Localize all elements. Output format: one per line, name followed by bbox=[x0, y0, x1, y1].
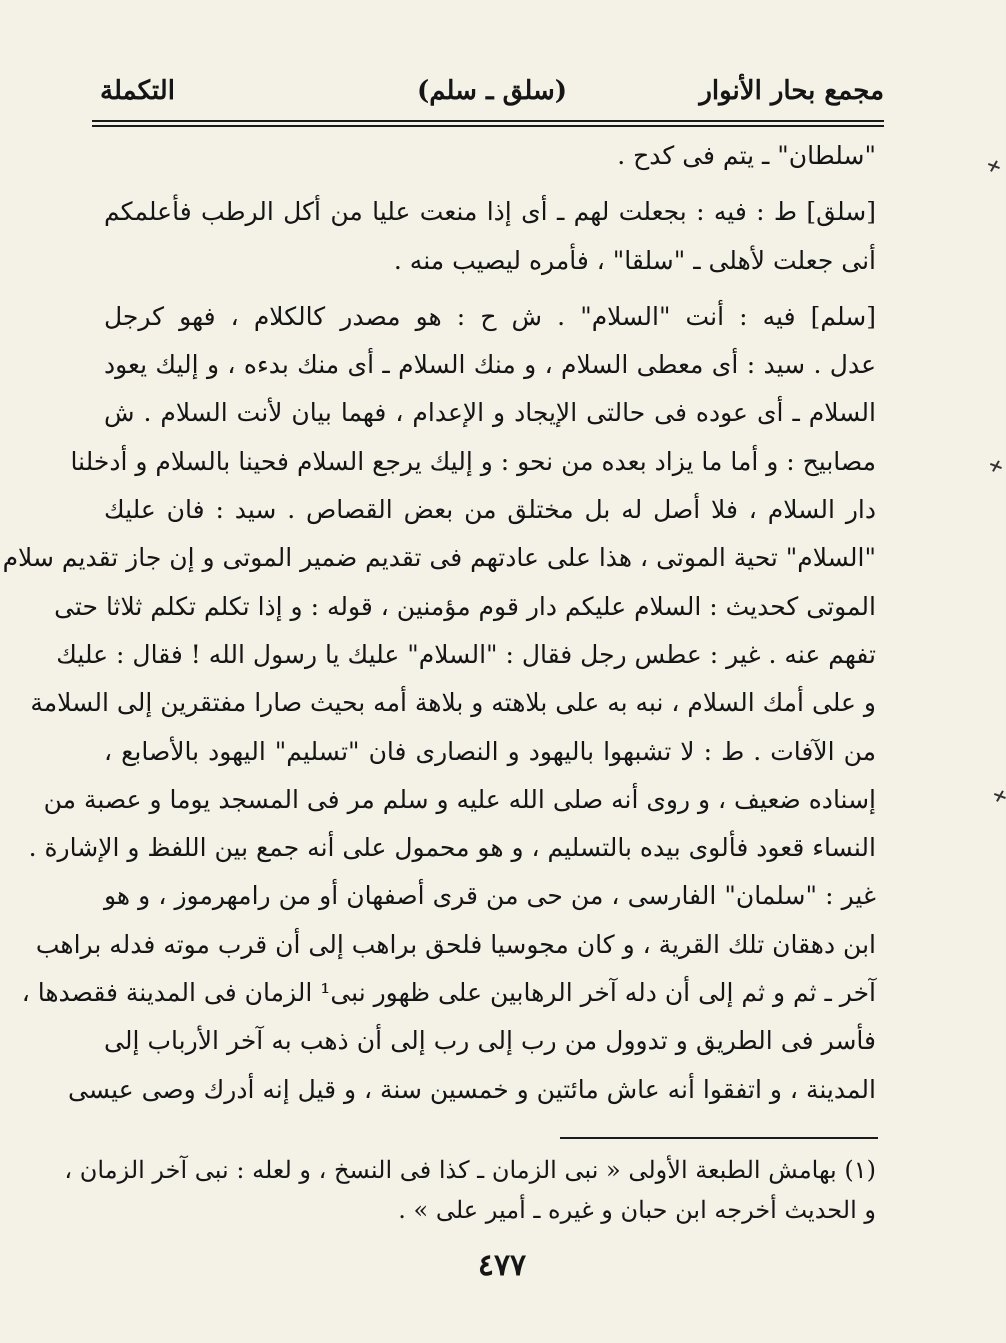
text-line: آخر ـ ثم و ثم إلى أن دله آخر الرهابين على ظهور نبى¹ الزمان فى المدينة فقصدها ، bbox=[21, 978, 876, 1008]
header-book-title: مجمع بحار الأنوار bbox=[699, 76, 884, 106]
text-line: المدينة ، و اتفقوا أنه عاش مائتين و خمسين سنة ، و قيل إنه أدرك وصى عيسى bbox=[68, 1074, 876, 1104]
margin-mark bbox=[994, 790, 1006, 802]
header-rule-bottom bbox=[92, 125, 884, 127]
margin-mark bbox=[988, 160, 1000, 172]
text-line: دار السلام ، فلا أصل له بل مختلق من بعض القصاص . سيد : فان عليك bbox=[104, 495, 876, 525]
footnote-line: (١) بهامش الطبعة الأولى « نبى الزمان ـ كذا فى النسخ ، و لعله : نبى آخر الزمان ، bbox=[64, 1156, 876, 1184]
text-line: عدل . سيد : أى معطى السلام ، و منك السلام ـ أى منك بدءه ، و إليك يعود bbox=[104, 350, 876, 380]
text-line: "سلطان" ـ يتم فى كدح . bbox=[617, 141, 876, 170]
text-line: [سلم] فيه : أنت "السلام" . ش ح : هو مصدر كالكلام ، فهو كرجل bbox=[104, 301, 876, 331]
header-section-title: التكملة bbox=[100, 76, 175, 106]
text-line: "السلام" تحية الموتى ، هذا على عادتهم فى تقديم ضمير الموتى و إن جاز تقديم سلام bbox=[2, 543, 876, 573]
text-line: ابن دهقان تلك القرية ، و كان مجوسيا فلحق براهب إلى أن قرب موته فدله براهب bbox=[35, 929, 876, 959]
text-line: [سلق] ط : فيه : بجعلت لهم ـ أى إذا منعت عليا من أكل الرطب فأعلمكم bbox=[104, 197, 876, 227]
running-header bbox=[100, 70, 884, 114]
text-line: أنى جعلت لأهلى ـ "سلقا" ، فأمره ليصيب منه . bbox=[393, 245, 876, 275]
text-line: الموتى كحديث : السلام عليكم دار قوم مؤمنين ، قوله : و إذا تكلم تكلم ثلاثا حتى bbox=[54, 591, 876, 621]
text-line: مصابيح : و أما ما يزاد بعده من نحو : و إليك يرجع السلام فحينا بالسلام و أدخلنا bbox=[70, 446, 876, 476]
main-text bbox=[2, 132, 876, 1114]
footnote-line: و الحديث أخرجه ابن حبان و غيره ـ أمير على » . bbox=[398, 1196, 876, 1224]
text-line: فأسر فى الطريق و تدوول من رب إلى رب إلى أن ذهب به آخر الأرباب إلى bbox=[104, 1026, 876, 1056]
footnote bbox=[64, 1150, 876, 1230]
margin-mark bbox=[990, 460, 1002, 472]
page-number: ٤٧٧ bbox=[477, 1248, 527, 1283]
text-line: إسناده ضعيف ، و روى أنه صلى الله عليه و سلم مر فى المسجد يوما و عصبة من bbox=[43, 784, 876, 814]
text-line: النساء قعود فألوى بيده بالتسليم ، و هو محمول على أنه جمع بين اللفظ و الإشارة . bbox=[28, 833, 876, 863]
text-line: و على أمك السلام ، نبه به على بلاهته و بلاهة أمه بحيث صارا مفتقرين إلى السلامة bbox=[30, 688, 876, 718]
footnote-rule bbox=[560, 1137, 878, 1139]
text-line: من الآفات . ط : لا تشبهوا باليهود و النصارى فان "تسليم" اليهود بالأصابع ، bbox=[104, 736, 876, 766]
header-entry-range: (سلق ـ سلم) bbox=[416, 76, 568, 106]
header-rule-top bbox=[92, 120, 884, 122]
text-line: غير : "سلمان" الفارسى ، من حى من قرى أصفهان أو من رامهرموز ، و هو bbox=[104, 881, 876, 911]
text-line: تفهم عنه . غير : عطس رجل فقال : "السلام" عليك يا رسول الله ! فقال : عليك bbox=[56, 639, 876, 669]
text-line: السلام ـ أى عوده فى حالتى الإيجاد و الإعدام ، فهما بيان لأنت السلام . ش bbox=[104, 398, 876, 428]
